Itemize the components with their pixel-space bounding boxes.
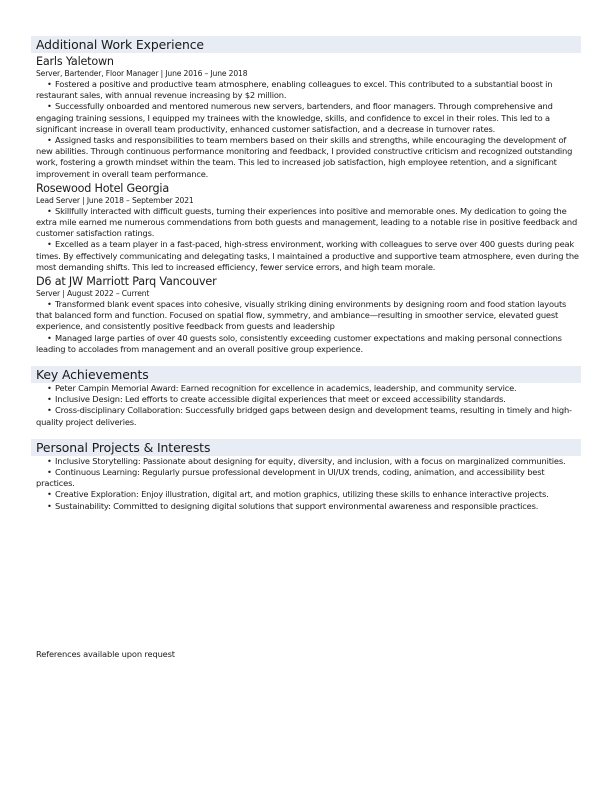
bullet-item: • Inclusive Design: Led efforts to create accessible digital experiences that meet or exceed accessibility standards. <box>47 394 506 405</box>
resume-page <box>31 36 581 512</box>
bullet-list <box>31 206 581 273</box>
bullet-icon: • <box>47 489 52 500</box>
job-meta: Server, Bartender, Floor Manager | June 2016 – June 2018 <box>36 69 248 78</box>
bullet-item: • Transformed blank event spaces into cohesive, visually striking dining environments by designing room and food station layouts that balanced form and function. Focused on spatial flow, symmetry, and ambiance—resulting in smoother service, elevated guest experience, and consistently positive feedback from guests and leadership <box>36 299 567 332</box>
bullet-icon: • <box>47 332 52 343</box>
bullet-icon: • <box>47 405 52 416</box>
bullet-icon: • <box>47 394 52 405</box>
job-entry <box>31 182 581 273</box>
bullet-item: • Assigned tasks and responsibilities to team members based on their skills and strengths, while encouraging the development of new abilities. Through continuous performance monitoring and feedback, I provided constructive criticism and recognized outstanding work, fostering a growth mindset within the team. This led to increased job satisfaction, high employee retention, and a significant improvement in overall team performance. <box>36 135 573 179</box>
bullet-icon: • <box>47 79 52 89</box>
section-personal-projects <box>31 439 581 512</box>
employer-name: D6 at JW Marriott Parq Vancouver <box>36 275 217 289</box>
section-header: Additional Work Experience <box>31 36 581 53</box>
bullet-item: • Continuous Learning: Regularly pursue professional development in UI/UX trends, coding, animation, and accessibility best practices. <box>36 467 545 489</box>
bullet-list <box>31 383 581 428</box>
bullet-icon: • <box>47 205 52 216</box>
bullet-icon: • <box>47 239 52 250</box>
section-header: Personal Projects & Interests <box>31 439 581 456</box>
section-key-achievements <box>31 366 581 428</box>
bullet-item: • Managed large parties of over 40 guests solo, consistently exceeding customer expectations and making personal connections leading to accolades from management and an overall positive group experience. <box>36 332 562 354</box>
bullet-list <box>31 456 581 512</box>
bullet-item: • Inclusive Storytelling: Passionate about designing for equity, diversity, and inclusion, with a focus on marginalized communities. <box>47 455 566 466</box>
bullet-item: • Cross-disciplinary Collaboration: Successfully bridged gaps between design and development teams, resulting in timely and high-quality project deliveries. <box>36 405 572 427</box>
job-meta: Lead Server | June 2018 – September 2021 <box>36 195 194 205</box>
bullet-icon: • <box>47 299 52 310</box>
section-additional-work-experience <box>31 36 581 355</box>
bullet-icon: • <box>47 101 52 112</box>
bullet-item: • Skillfully interacted with difficult guests, turning their experiences into positive and memorable ones. My dedication to going the extra mile earned me numerous commendations from both guests and management, leading to a notable rise in positive feedback and customer satisfaction ratings. <box>36 205 578 239</box>
bullet-item: • Fostered a positive and productive team atmosphere, enabling colleagues to excel. This contributed to a substantial boost in restaurant sales, with annual revenue increasing by $2 million. <box>36 79 553 101</box>
bullet-item: • Sustainability: Committed to designing digital solutions that support environmental awareness and responsible practices. <box>47 500 539 511</box>
bullet-item: • Successfully onboarded and mentored numerous new servers, bartenders, and floor managers. Through comprehensive and engaging training sessions, I equipped my trainees with the knowledge, skills, and confidence to excel in their roles. This led to a significant increase in overall team productivity, enhanced customer satisfaction, and a decrease in turnover rates. <box>36 101 553 134</box>
bullet-list <box>31 299 581 355</box>
section-header: Key Achievements <box>31 366 581 383</box>
employer-name: Rosewood Hotel Georgia <box>36 181 169 195</box>
bullet-icon: • <box>47 500 52 511</box>
bullet-icon: • <box>47 455 52 466</box>
employer-name: Earls Yaletown <box>36 55 114 68</box>
job-meta: Server | August 2022 – Current <box>36 289 150 299</box>
bullet-icon: • <box>47 383 52 394</box>
job-entry <box>31 275 581 355</box>
bullet-item: • Excelled as a team player in a fast-paced, high-stress environment, working with colleagues to serve over 400 guests during peak times. By effectively communicating and delegating tasks, I maintained a productive and supportive team atmosphere, even during the most demanding shifts. This led to increased efficiency, fewer service errors, and high team morale. <box>36 239 579 272</box>
bullet-icon: • <box>47 135 52 146</box>
bullet-item: • Creative Exploration: Enjoy illustration, digital art, and motion graphics, utilizing these skills to enhance interactive projects. <box>47 489 549 500</box>
bullet-icon: • <box>47 467 52 478</box>
bullet-item: • Peter Campin Memorial Award: Earned recognition for excellence in academics, leadership, and community service. <box>47 383 517 394</box>
references-note: References available upon request <box>36 649 175 659</box>
job-entry <box>31 55 581 180</box>
bullet-list <box>31 79 581 180</box>
